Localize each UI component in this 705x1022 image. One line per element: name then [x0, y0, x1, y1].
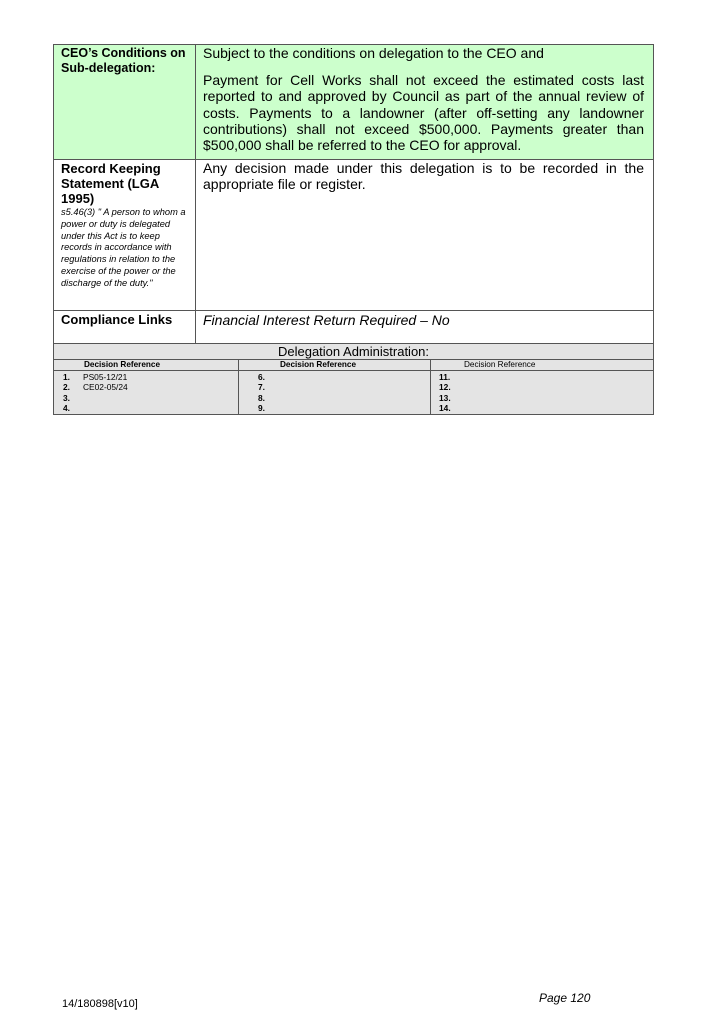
compliance-label: Compliance Links: [61, 312, 173, 327]
delegation-table: [53, 44, 654, 344]
decision-ref: CE02-05/24: [83, 382, 128, 393]
compliance-text: Financial Interest Return Required – No: [203, 312, 450, 328]
record-keeping-note: s5.46(3) " A person to whom a power or duty is delegated under this Act is to keep records in accordance with regulations in relation to the exercise of the power or the discharge of the duty.": [61, 207, 186, 288]
record-keeping-value-cell: [196, 160, 654, 311]
compliance-label-cell: [54, 311, 196, 344]
record-keeping-text: Any decision made under this delegation is to be recorded in the appropriate file or register.: [203, 160, 644, 193]
decision-reference-header: Decision Reference: [431, 360, 653, 371]
conditions-payment-text: Payment for Cell Works shall not exceed the estimated costs last reported to and approved by Council as part of the annual review of costs. Payments to a landowner (after off-setting any landowner contributions) shall not exceed $500,000. Payments greater than $500,000 shall be referred to the CEO for approval.: [203, 72, 644, 154]
conditions-label-cell: [54, 45, 196, 160]
decision-row: 12.: [439, 382, 451, 393]
compliance-value-cell: [196, 311, 654, 344]
decision-row: 4.: [63, 402, 70, 413]
delegation-administration: [53, 343, 654, 415]
conditions-row: [54, 45, 654, 160]
decision-row: 7.: [258, 382, 265, 393]
decision-row: 11.: [439, 372, 451, 382]
decision-ref: PS05-12/21: [83, 372, 128, 382]
decision-reference-header: Decision Reference: [54, 360, 238, 371]
record-keeping-row: [54, 160, 654, 311]
decision-reference-header: Decision Reference: [239, 360, 430, 371]
decision-row: 9.: [258, 402, 265, 413]
decision-row: 14.: [439, 402, 451, 413]
conditions-value-cell: [196, 45, 654, 160]
decision-column-3: [430, 360, 653, 414]
administration-title: Delegation Administration:: [54, 344, 653, 360]
decision-row: 13.: [439, 392, 451, 403]
conditions-intro: Subject to the conditions on delegation to the CEO and: [203, 45, 544, 61]
compliance-row: [54, 311, 654, 344]
decision-row: 2. CE02-05/24: [63, 382, 128, 393]
decision-column-1: [54, 360, 238, 414]
decision-row: 8.: [258, 392, 265, 403]
conditions-label: CEO’s Conditions on Sub-delegation:: [61, 46, 186, 75]
decision-column-2: [238, 360, 430, 414]
decision-row: 6.: [258, 372, 265, 382]
decision-row: 3.: [63, 392, 70, 403]
record-keeping-label-cell: [54, 160, 196, 311]
page-number: Page 120: [539, 991, 591, 1005]
record-keeping-label: Record Keeping Statement (LGA 1995): [61, 161, 161, 206]
decision-row: 1. PS05-12/21: [63, 372, 128, 382]
document-reference: 14/180898[v10]: [62, 998, 138, 1010]
